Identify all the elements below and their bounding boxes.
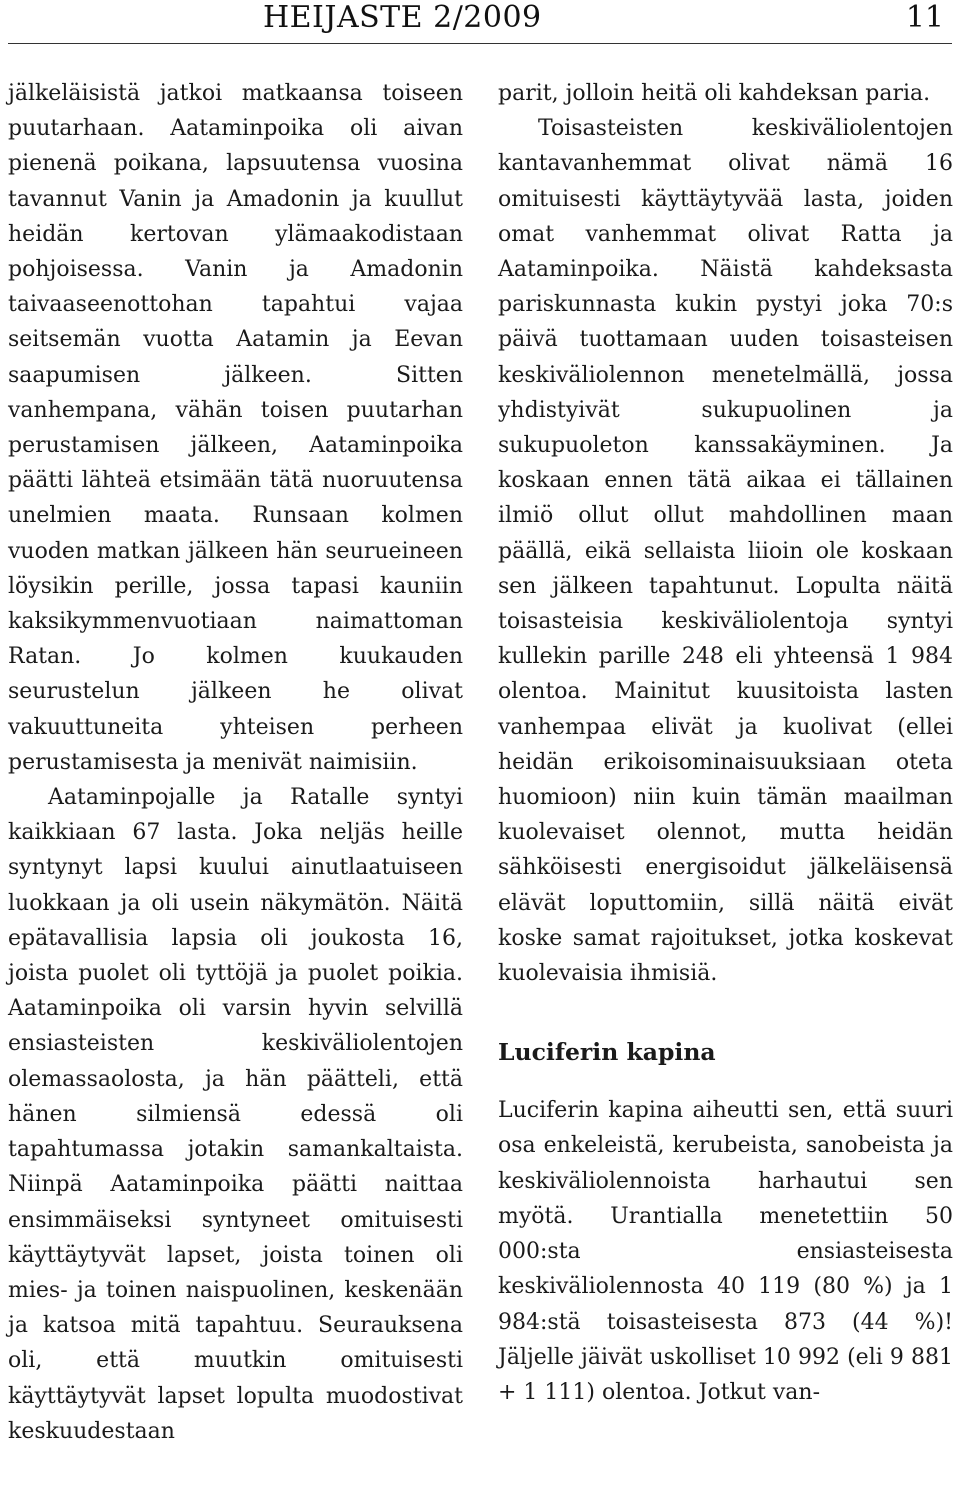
body-paragraph: Toisasteisten keskiväliolentojen kantavanhemmat olivat nämä 16 omituisesti käyttäytyvää lasta, joiden omat vanhemmat olivat Ratta ja Aataminpoika. Näistä kahdeksasta pariskunnasta kukin pystyi joka 70:s päivä tuottamaan uuden toisasteisen keskiväliolennon menetelmällä, jossa yhdistyivät sukupuolinen ja sukupuoleton kanssakäyminen. Ja koskaan ennen tätä aikaa ei tällainen ilmiö ollut ollut mahdollinen maan päällä, eikä sellaista liioin ole koskaan sen jälkeen tapahtunut. Lopulta näitä toisasteisia keskiväliolentoja syntyi kullekin parille 248 eli yhteensä 1 984 olentoa. Mainitut kuusitoista lasten vanhempaa elivät ja kuolivat (ellei heidän erikoisominaisuuksiaan oteta huomioon) niin kuin tämän maailman kuolevaiset olennot, mutta heidän sähköisesti energisoidut jälkeläisensä elävät loputtomiin, sillä näitä eivät koske samat rajoitukset, jotka koskevat kuolevaisia ihmisiä. (498, 116, 953, 987)
right-column (498, 76, 953, 1410)
section-heading: Luciferin kapina (498, 1038, 716, 1067)
publication-title: HEIJASTE 2/2009 (263, 0, 542, 35)
left-column (8, 76, 463, 1449)
body-paragraph: Luciferin kapina aiheutti sen, että suuri osa enkeleistä, kerubeista, sanobeista ja keskiväliolennoista harhautui sen myötä. Urantialla menetettiin 50 000:sta ensiasteisesta keskiväliolennosta 40 119 (80 %) ja 1 984:stä toisasteisesta 873 (44 %)! Jäljelle jäivät uskolliset 10 992 (eli 9 881 + 1 111) olentoa. Jotkut van- (498, 1098, 953, 1405)
page-header (8, 0, 952, 40)
body-paragraph: jälkeläisistä jatkoi matkaansa toiseen puutarhaan. Aataminpoika oli aivan pienenä poikana, lapsuutensa vuosina tavannut Vanin ja Amadonin ja kuullut heidän kertovan ylämaakodistaan pohjoisessa. Vanin ja Amadonin taivaaseenottohan tapahtui vajaa seitsemän vuotta Aatamin ja Eevan saapumisen jälkeen. Sitten vanhempana, vähän toisen puutarhan perustamisen jälkeen, Aataminpoika päätti lähteä etsimään tätä nuoruutensa unelmien maata. Runsaan kolmen vuoden matkan jälkeen hän seurueineen löysikin perille, jossa tapasi kauniin kaksikymmenvuotiaan naimattoman Ratan. Jo kolmen kuukauden seurustelun jälkeen he olivat vakuuttuneita yhteisen perheen perustamisesta ja menivät naimisiin. (8, 81, 463, 775)
body-paragraph: Aataminpojalle ja Ratalle syntyi kaikkiaan 67 lasta. Joka neljäs heille syntynyt lapsi kuului ainutlaatuiseen luokkaan ja oli usein näkymätön. Näitä epätavallisia lapsia oli joukosta 16, joista puolet oli tyttöjä ja puolet poikia. Aataminpoika oli varsin hyvin selvillä ensiasteisten keskiväliolentojen olemassaolosta, ja hän päätteli, että hänen silmiensä edessä oli tapahtumassa jotakin samankaltaista. Niinpä Aataminpoika päätti naittaa ensimmäiseksi syntyneet omituisesti käyttäytyvät lapset, joista toinen oli mies- ja toinen naispuolinen, keskenään ja katsoa mitä tapahtuu. Seurauksena oli, että muutkin omituisesti käyttäytyvät lapset lopulta muodostivat keskuudestaan (8, 785, 463, 1444)
page-number: 11 (905, 0, 944, 35)
header-rule (8, 43, 952, 44)
body-paragraph: parit, jolloin heitä oli kahdeksan paria. (498, 81, 931, 106)
